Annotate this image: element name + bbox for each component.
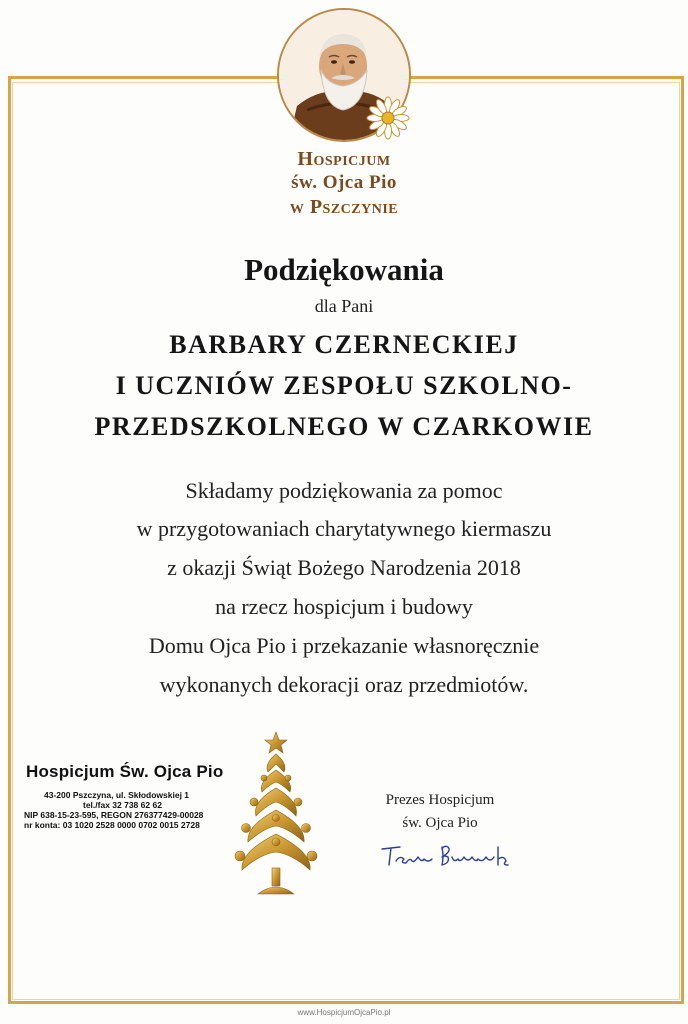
recipient-line: I UCZNIÓW ZESPOŁU SZKOLNO- — [115, 371, 573, 400]
stamp-title: Hospicjum Św. Ojca Pio — [26, 762, 224, 781]
org-name-line-2: św. Ojca Pio — [291, 172, 397, 193]
signatory-role-line-1: Prezes Hospicjum — [385, 792, 495, 808]
org-name-line-3: w Pszczynie — [289, 196, 399, 218]
body-line: Składamy podziękowania za pomoc — [185, 478, 503, 503]
daisy-icon — [366, 96, 410, 140]
stamp-ids: NIP 638-15-23-595, REGON 276377429-00028 — [24, 810, 204, 820]
body-line: w przygotowaniach charytatywnego kiermaszu — [136, 516, 552, 541]
footer-url: www.HospicjumOjcaPio.pl — [297, 1008, 391, 1017]
stamp-phone: tel./fax 32 738 62 62 — [83, 800, 162, 810]
body-line: Domu Ojca Pio i przekazanie własnoręcznie — [148, 633, 540, 658]
signatory-role-line-2: św. Ojca Pio — [402, 815, 478, 831]
recipient-line: PRZEDSZKOLNEGO W CZARKOWIE — [94, 412, 594, 441]
certificate-heading: Podziękowania — [244, 252, 444, 287]
stamp-account: nr konta: 03 1020 2528 0000 0702 0015 2728 — [24, 820, 200, 830]
certificate-subheading: dla Pani — [314, 296, 374, 316]
body-line: wykonanych dekoracji oraz przedmiotów. — [159, 672, 529, 697]
org-name-line-1: Hospicjum — [297, 148, 391, 170]
stamp-address: 43-200 Pszczyna, ul. Skłodowskiej 1 — [44, 790, 190, 800]
body-line: na rzecz hospicjum i budowy — [215, 594, 473, 619]
organisation-stamp — [20, 762, 260, 830]
recipient-line: BARBARY CZERNECKIEJ — [169, 330, 519, 359]
body-line: z okazji Świąt Bożego Narodzenia 2018 — [167, 555, 521, 580]
christmas-tree-icon — [228, 730, 324, 900]
handwritten-signature — [378, 843, 538, 869]
